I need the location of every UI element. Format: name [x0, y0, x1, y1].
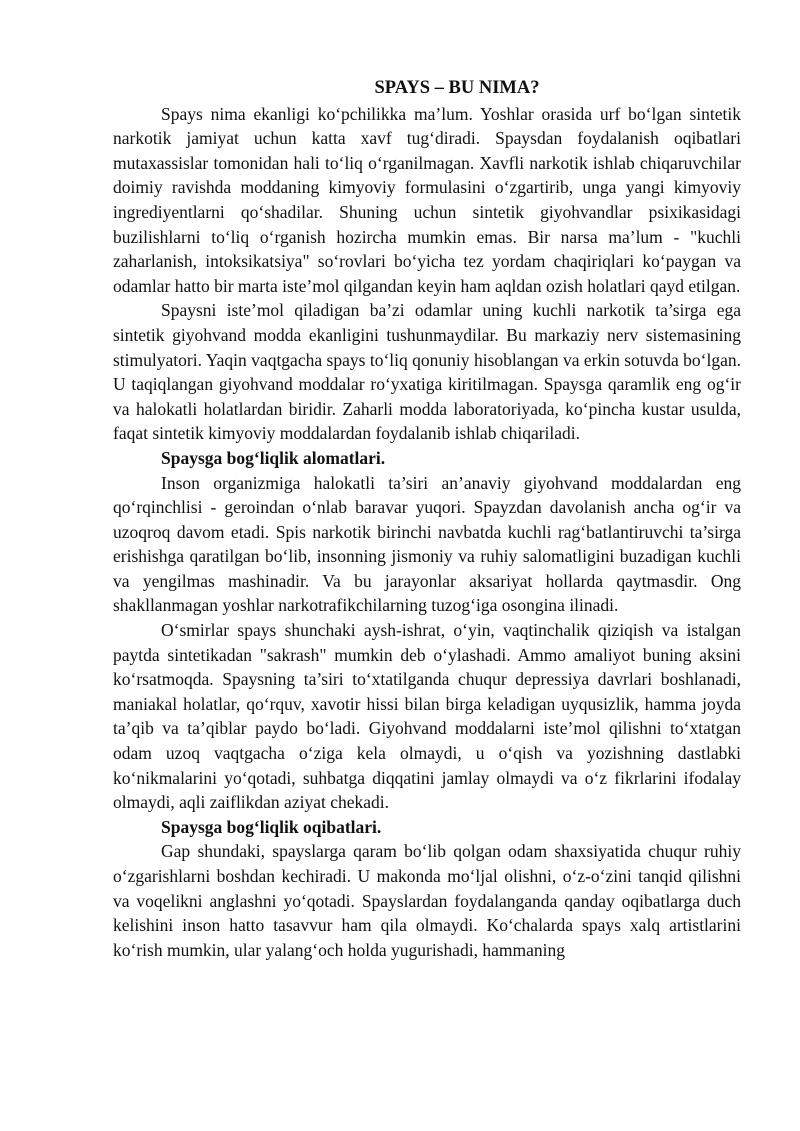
- paragraph-consequences-1: Gap shundaki, spayslarga qaram bo‘lib qolgan odam shaxsiyatida chuqur ruhiy o‘zgarishlarni boshdan kechiradi. U makonda mo‘ljal olishni, o‘z-o‘zini tanqid qilishni va voqelikni anglashni yo‘qotadi. Spayslardan foydalanganda qanday oqibatlarga duch kelishini inson hatto tasavvur ham qila olmaydi. Ko‘chalarda spays xalq artistlarini ko‘rish mumkin, ular yalang‘och holda yugurishadi, hammaning: [113, 841, 741, 960]
- paragraph-symptoms-2: O‘smirlar spays shunchaki aysh-ishrat, o‘yin, vaqtinchalik qiziqish va istalgan paytda sintetikadan "sakrash" mumkin deb o‘ylashadi. Ammo amaliyot buning aksini ko‘rsatmoqda. Spaysning ta’siri to‘xtatilganda chuqur depressiya davrlari boshlanadi, maniakal holatlar, qo‘rquv, xavotir hissi bilan birga keladigan uyqusizlik, hamma joyda ta’qib va ta’qiblar paydo bo‘ladi. Giyohvand moddalarni iste’mol qilishni to‘xtatgan odam uzoq vaqtgacha o‘ziga kela olmaydi, u o‘qish va yozishning dastlabki ko‘nikmalarini yo‘qotadi, suhbatga diqqatini jamlay olmaydi va o‘z fikrlarini ifodalay olmaydi, aqli zaiflikdan aziyat chekadi.: [113, 620, 741, 813]
- paragraph-intro-2: Spaysni iste’mol qiladigan ba’zi odamlar uning kuchli narkotik ta’sirga ega sintetik giyohvand modda ekanligini tushunmaydilar. Bu markaziy nerv sistemasining stimulyatori. Yaqin vaqtgacha spays to‘liq qonuniy hisoblangan va erkin sotuvda bo‘lgan. U taqiqlangan giyohvand moddalar ro‘yxatiga kiritilmagan. Spaysga qaramlik eng og‘ir va halokatli holatlardan biridir. Zaharli modda laboratoriyada, ko‘pincha kustar usulda, faqat sintetik kimyoviy moddalardan foydalanib ishlab chiqariladi.: [113, 300, 741, 444]
- document-title: SPAYS – BU NIMA?: [374, 78, 540, 98]
- paragraph-intro-1: Spays nima ekanligi ko‘pchilikka ma’lum. Yoshlar orasida urf bo‘lgan sintetik narkotik jamiyat uchun katta xavf tug‘diradi. Spaysdan foydalanish oqibatlari mutaxassislar tomonidan hali to‘liq o‘rganilmagan. Xavfli narkotik ishlab chiqaruvchilar doimiy ravishda moddaning kimyoviy formulasini o‘zgartirib, unga yangi kimyoviy ingrediyentlarni qo‘shadilar. Shuning uchun sintetik giyohvandlar psixikasidagi buzilishlarni to‘liq o‘rganish hozircha mumkin emas. Bir narsa ma’lum - "kuchli zaharlanish, intoksikatsiya" so‘rovlari bo‘yicha tez yordam chaqiriqlari ko‘paygan va odamlar hatto bir marta iste’mol qilgandan keyin ham aqldan ozish holatlari qayd etilgan.: [113, 103, 741, 296]
- paragraph-symptoms-1: Inson organizmiga halokatli ta’siri an’anaviy giyohvand moddalardan eng qo‘rqinchlisi - geroindan o‘nlab baravar yuqori. Spayzdan davolanish ancha og‘ir va uzoqroq davom etadi. Spis narkotik birinchi navbatda kuchli rag‘batlantiruvchi ta’sirga erishishga qaratilgan bo‘lib, insonning jismoniy va ruhiy salomatligini buzadigan kuchli va yengilmas mashinadir. Va bu jarayonlar aksariyat hollarda qaytmasdir. Ong shakllanmagan yoshlar narkotrafikchilarning tuzog‘iga osongina ilinadi.: [113, 472, 741, 616]
- document-page: [113, 76, 741, 962]
- section-heading-symptoms: Spaysga bog‘liqlik alomatlari.: [161, 447, 386, 468]
- section-heading-consequences: Spaysga bog‘liqlik oqibatlari.: [161, 816, 382, 837]
